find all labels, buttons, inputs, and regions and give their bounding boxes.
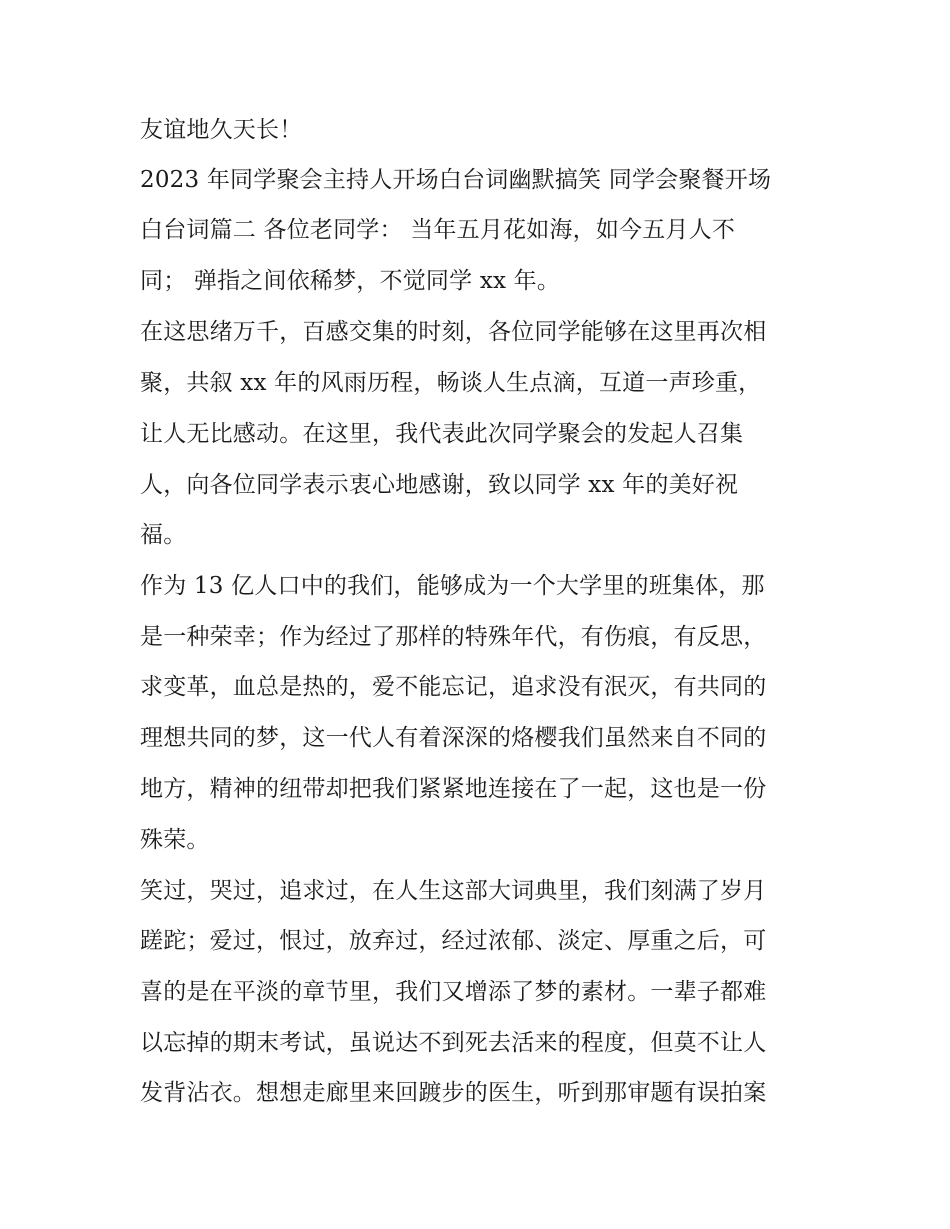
text-line: 2023 年同学聚会主持人开场白台词幽默搞笑 同学会聚餐开场 [140,167,772,193]
text-line: 喜的是在平淡的章节里，我们又增添了梦的素材。一辈子都难 [140,979,767,1005]
text-line: 以忘掉的期末考试，虽说达不到死去活来的程度，但莫不让人 [140,1030,767,1056]
text-line: 地方，精神的纽带却把我们紧紧地连接在了一起，这也是一份 [140,776,767,802]
text-line: 聚，共叙 xx 年的风雨历程，畅谈人生点滴，互道一声珍重， [140,370,762,396]
text-line: 发背沾衣。想想走廊里来回踱步的医生，听到那审题有误拍案 [140,1080,767,1106]
text-line: 是一种荣幸；作为经过了那样的特殊年代，有伤痕，有反思， [140,624,767,650]
text-line: 殊荣。 [140,827,210,853]
text-line: 白台词篇二 各位老同学： 当年五月花如海，如今五月人不 [140,217,736,243]
text-line: 人，向各位同学表示衷心地感谢，致以同学 xx 年的美好祝 [140,472,739,498]
text-line: 求变革，血总是热的，爱不能忘记，追求没有泯灭，有共同的 [140,674,767,700]
text-line: 作为 13 亿人口中的我们，能够成为一个大学里的班集体，那 [140,573,765,599]
text-line: 同； 弹指之间依稀梦，不觉同学 xx 年。 [140,268,561,294]
text-line: 福。 [140,522,187,548]
text-line: 在这思绪万千，百感交集的时刻，各位同学能够在这里再次相 [140,319,767,345]
text-line: 理想共同的梦，这一代人有着深深的烙樱我们虽然来自不同的 [140,725,767,751]
text-line: 让人无比感动。在这里，我代表此次同学聚会的发起人召集 [140,421,744,447]
text-line: 笑过，哭过，追求过，在人生这部大词典里，我们刻满了岁月 [140,878,767,904]
text-line: 蹉跎；爱过，恨过，放弃过，经过浓郁、淡定、厚重之后，可 [140,928,767,954]
text-line: 友谊地久天长！ [140,117,303,143]
